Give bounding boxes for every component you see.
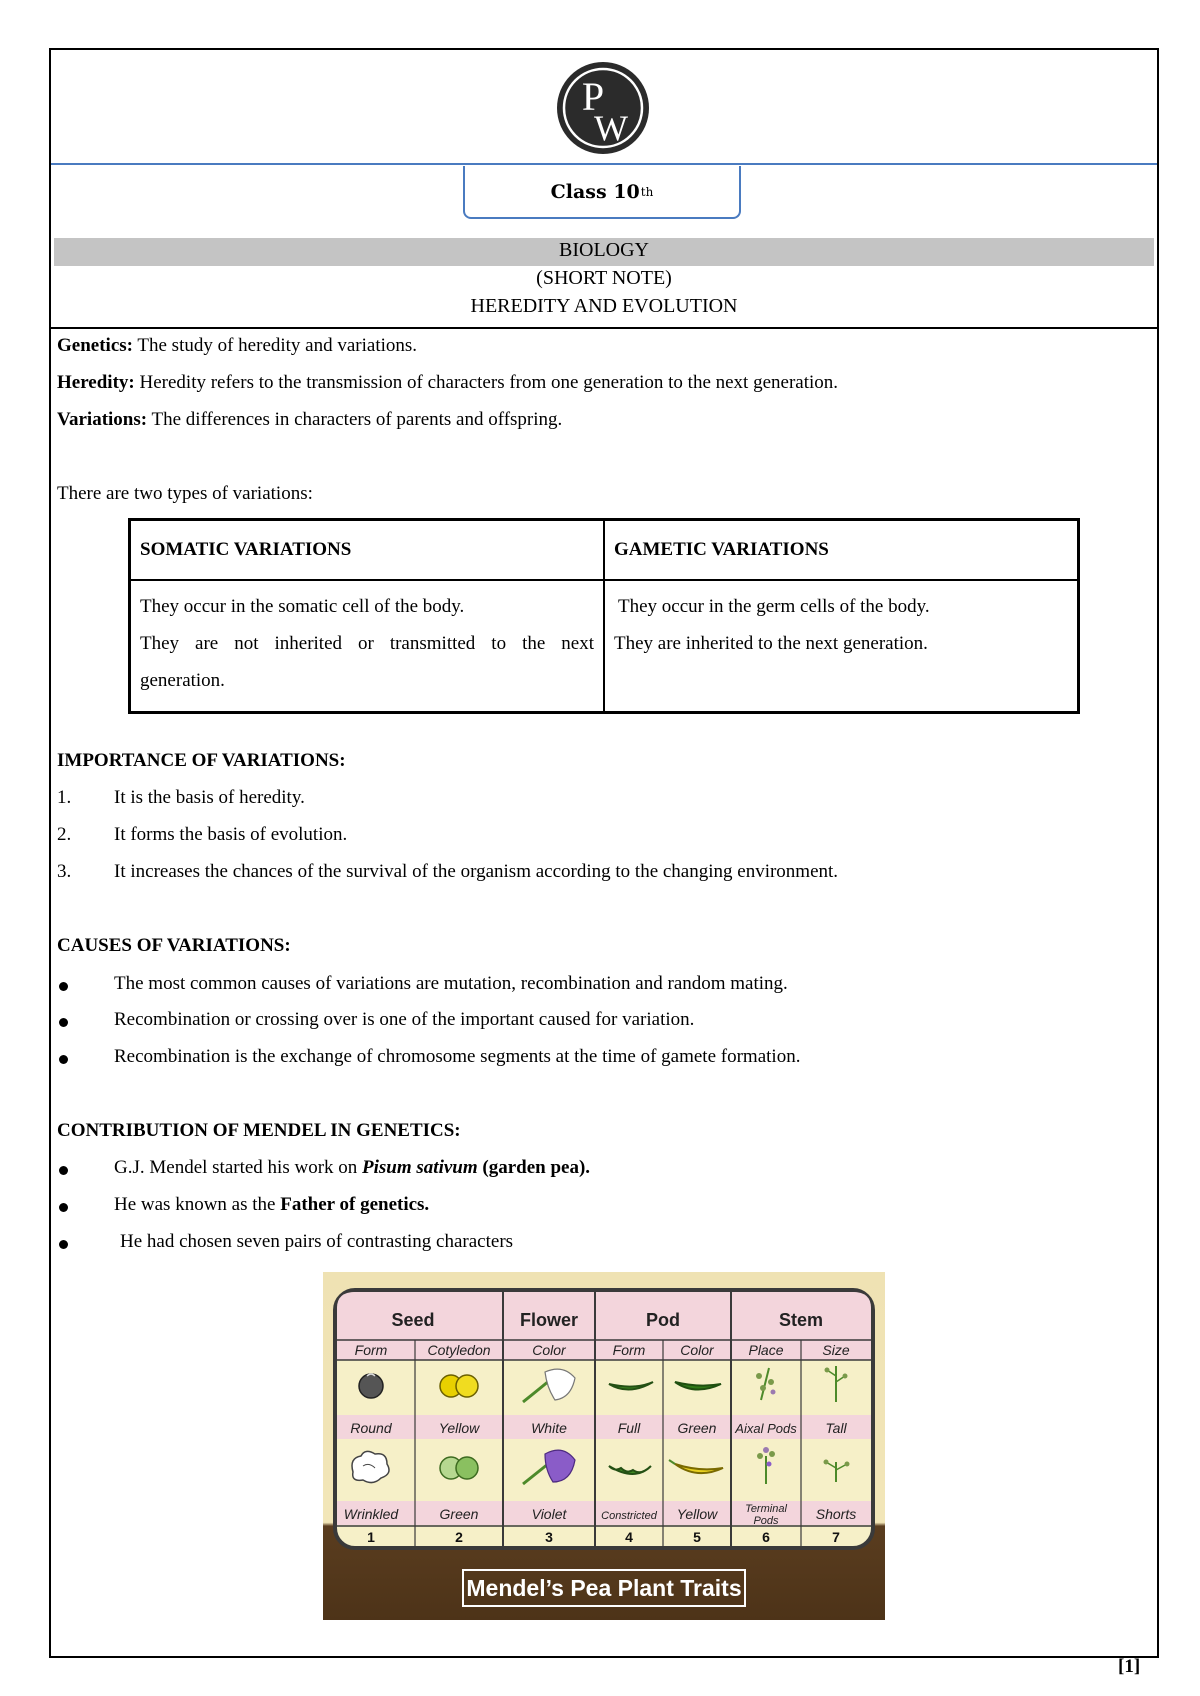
header-somatic: SOMATIC VARIATIONS (130, 520, 605, 581)
common-name: (garden pea). (477, 1157, 591, 1178)
trait-number: 1 (367, 1529, 375, 1545)
causes-item-3: Recombination is the exchange of chromosome segments at the time of gamete formation. (114, 1046, 801, 1067)
mendel-item-3: He had chosen seven pairs of contrasting characters (120, 1231, 514, 1252)
yellow-cotyledon-icon (440, 1375, 478, 1397)
text-variations: The differences in characters of parents and offspring. (147, 409, 563, 430)
father-of-genetics: Father of genetics. (280, 1194, 430, 1215)
causes-item-2: Recombination or crossing over is one of the important caused for variation. (114, 1009, 695, 1030)
class-badge (463, 166, 741, 219)
somatic-line-1: They occur in the somatic cell of the body. (140, 596, 465, 617)
logo-letter-p: P (581, 74, 605, 119)
title-rule (51, 327, 1157, 329)
class-label: Class 10 (550, 180, 640, 203)
dominant-tall: Tall (825, 1420, 847, 1436)
dominant-yellow: Yellow (438, 1420, 480, 1436)
recessive-yellow: Yellow (676, 1506, 718, 1522)
somatic-line-3: generation. (140, 670, 225, 691)
bullet-icon (59, 1055, 68, 1064)
green-cotyledon-icon (440, 1457, 478, 1479)
note-type: (SHORT NOTE) (536, 267, 672, 289)
variations-table (128, 518, 1080, 714)
subhead-size: Size (822, 1342, 850, 1358)
trait-number: 4 (625, 1529, 633, 1545)
bullet-icon (59, 1203, 68, 1212)
mendel-item-2-text: He was known as the (114, 1194, 281, 1215)
somatic-line-2: They are not inherited or transmitted to the next (140, 633, 594, 654)
table-header-row (130, 520, 1079, 581)
gametic-line-1: They occur in the germ cells of the body. (618, 596, 930, 617)
dominant-green: Green (677, 1420, 717, 1436)
importance-num-1: 1. (57, 787, 72, 808)
recessive-violet: Violet (531, 1506, 567, 1522)
page-number: [1] (1118, 1656, 1141, 1677)
dominant-round: Round (350, 1420, 392, 1436)
figure-title: Mendel’s Pea Plant Traits (466, 1575, 742, 1601)
dominant-white: White (531, 1420, 567, 1436)
term-heredity: Heredity: (57, 372, 135, 393)
definition-variations (57, 409, 562, 431)
mendel-heading: CONTRIBUTION OF MENDEL IN GENETICS: (57, 1120, 461, 1141)
mendel-item-1 (114, 1157, 590, 1179)
trait-number: 3 (545, 1529, 553, 1545)
importance-num-2: 2. (57, 824, 72, 845)
recessive-shorts: Shorts (815, 1506, 857, 1522)
mendel-item-1-text: G.J. Mendel started his work on (114, 1157, 363, 1178)
causes-item-1: The most common causes of variations are mutation, recombination and random mating. (114, 973, 788, 994)
mendel-item-2 (114, 1194, 429, 1216)
dominant-axial-pods: Aixal Pods (735, 1421, 797, 1436)
trait-number: 5 (693, 1529, 701, 1545)
recessive-terminal: Terminal (745, 1503, 787, 1515)
table-row (130, 580, 1079, 713)
pea-traits-figure (323, 1272, 885, 1620)
importance-heading: IMPORTANCE OF VARIATIONS: (57, 750, 346, 771)
importance-num-3: 3. (57, 861, 72, 882)
bullet-icon (59, 1018, 68, 1027)
term-variations: Variations: (57, 409, 148, 430)
gametic-line-2: They are inherited to the next generation. (614, 633, 928, 654)
trait-number: 7 (832, 1529, 840, 1545)
recessive-green: Green (439, 1506, 479, 1522)
pw-logo (555, 60, 651, 156)
subhead-cotyledon: Cotyledon (427, 1342, 491, 1358)
header-gametic: GAMETIC VARIATIONS (604, 520, 1079, 581)
species-name: Pisum sativum (362, 1157, 478, 1178)
subhead-pod-form: Form (612, 1342, 646, 1358)
types-intro: There are two types of variations: (57, 483, 313, 504)
term-genetics: Genetics: (57, 335, 133, 356)
subhead-pod-color: Color (680, 1342, 714, 1358)
text-heredity: Heredity refers to the transmission of characters from one generation to the next generation. (134, 372, 839, 393)
round-seed-icon (359, 1374, 383, 1398)
definition-genetics (57, 335, 417, 357)
subject-title: BIOLOGY (559, 239, 649, 261)
chapter-title: HEREDITY AND EVOLUTION (470, 295, 738, 317)
group-pod: Pod (646, 1310, 680, 1330)
logo-letter-w: W (594, 108, 628, 148)
text-genetics: The study of heredity and variations. (132, 335, 418, 356)
recessive-pods: Pods (753, 1515, 779, 1527)
group-flower: Flower (519, 1310, 579, 1330)
recessive-wrinkled: Wrinkled (343, 1506, 399, 1522)
bullet-icon (59, 1240, 68, 1249)
cell-somatic (130, 580, 605, 713)
importance-item-3: It increases the chances of the survival of the organism according to the changing environment. (114, 861, 839, 882)
importance-item-2: It forms the basis of evolution. (114, 824, 348, 845)
bullet-icon (59, 1166, 68, 1175)
cell-gametic (604, 580, 1079, 713)
subhead-flower-color: Color (532, 1342, 566, 1358)
group-seed: Seed (391, 1310, 435, 1330)
recessive-constricted: Constricted (601, 1510, 657, 1522)
trait-number: 6 (762, 1529, 770, 1545)
header-rule (51, 163, 1157, 165)
dominant-full: Full (617, 1420, 641, 1436)
class-sup: th (640, 184, 654, 199)
group-stem: Stem (778, 1310, 824, 1330)
subhead-form: Form (354, 1342, 388, 1358)
importance-item-1: It is the basis of heredity. (114, 787, 305, 808)
definition-heredity (57, 372, 838, 394)
subhead-place: Place (748, 1342, 784, 1358)
bullet-icon (59, 982, 68, 991)
causes-heading: CAUSES OF VARIATIONS: (57, 935, 291, 956)
trait-number: 2 (455, 1529, 463, 1545)
